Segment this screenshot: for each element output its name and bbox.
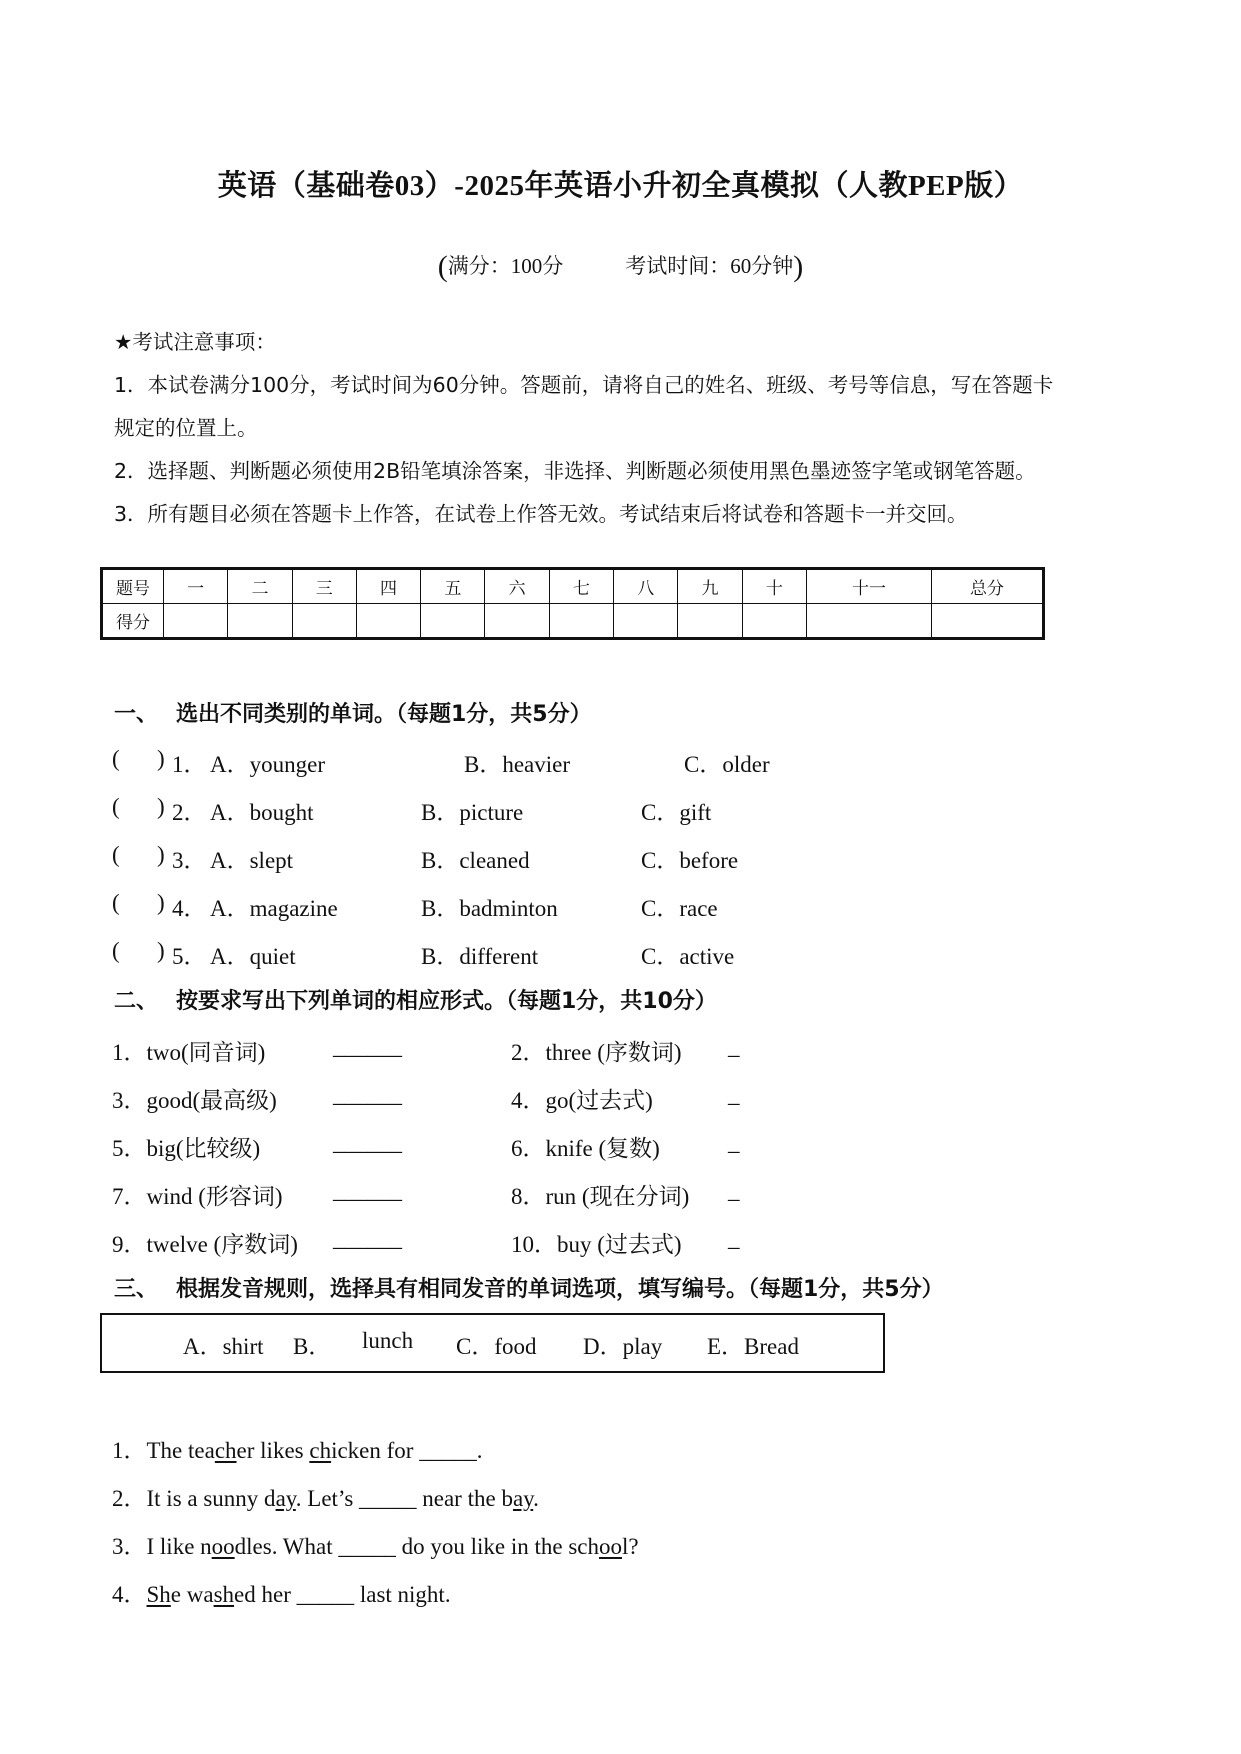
section-2-heading [114, 984, 717, 1015]
sentence-1 [112, 1432, 482, 1465]
score-cell[interactable] [292, 604, 356, 639]
underlined-letters: ay [275, 1486, 296, 1511]
score-header-cell: 七 [549, 569, 613, 604]
score-cell[interactable] [678, 604, 742, 639]
answer-paren-close: ) [157, 842, 165, 867]
sentence-4 [112, 1576, 451, 1609]
option-a: A．younger [210, 752, 325, 777]
notice-item-1-cont: 规定的位置上。 [114, 416, 258, 440]
score-cell[interactable] [421, 604, 485, 639]
sound-option: C．food [456, 1334, 537, 1359]
sound-option: D．play [583, 1334, 663, 1359]
sentence-number: 4． [112, 1582, 147, 1607]
exam-time: 考试时间：60分钟 [625, 254, 794, 278]
underlined-letters: oo [211, 1534, 235, 1559]
section-number: 三、 [114, 1277, 159, 1302]
section-title: 按要求写出下列单词的相应形式。（每题1分，共10分） [176, 989, 717, 1014]
answer-paren-open: ( [112, 890, 120, 915]
section-number: 一、 [114, 702, 159, 727]
score-header-cell: 三 [292, 569, 356, 604]
word-form-prompt: 8．run (现在分词) [511, 1184, 690, 1209]
word-form-prompt: 2．three (序数词) [511, 1040, 682, 1065]
score-cell[interactable] [549, 604, 613, 639]
underlined-letters: Sh [146, 1582, 171, 1607]
sentence-text: icken for _____. [331, 1438, 483, 1463]
underlined-letters: ch [214, 1438, 237, 1463]
score-cell[interactable] [356, 604, 420, 639]
page-title: 英语（基础卷03）-2025年英语小升初全真模拟（人教PEP版） [217, 170, 1024, 202]
sentence-number: 2． [112, 1486, 147, 1511]
underlined-letters: oo [598, 1534, 622, 1559]
word-form-prompt: 1．two(同音词) [112, 1040, 266, 1065]
notice-item-2: 2．选择题、判断题必须使用2B铅笔填涂答案，非选择、判断题必须使用黑色墨迹签字笔或钢笔答题。 [114, 459, 1036, 483]
section-title: 选出不同类别的单词。（每题1分，共5分） [176, 702, 592, 727]
score-header-cell: 九 [678, 569, 742, 604]
sentence-text: dles. What _____ do you like in the sch [234, 1534, 599, 1559]
score-header-cell: 题号 [102, 569, 164, 604]
option-c: C．before [641, 848, 739, 873]
score-table-score-row [102, 604, 1044, 639]
score-header-cell: 一 [164, 569, 228, 604]
word-form-prompt: 7．wind (形容词) [112, 1184, 283, 1209]
option-b: B．badminton [421, 896, 558, 921]
answer-paren-open: ( [112, 794, 120, 819]
section-title: 根据发音规则，选择具有相同发音的单词选项，填写编号。（每题1分，共5分） [176, 1277, 944, 1302]
section-number: 二、 [114, 989, 159, 1014]
question-number: 4． [172, 896, 207, 921]
score-row-label: 得分 [102, 604, 164, 639]
answer-blank[interactable]: ______ [333, 1130, 402, 1155]
sentence-text: . [533, 1486, 539, 1511]
sound-option: E．Bread [707, 1334, 799, 1359]
answer-paren-close: ) [157, 890, 165, 915]
info-open-paren: ( [437, 250, 448, 283]
question-number: 2． [172, 800, 207, 825]
sentence-text: er likes [236, 1438, 310, 1463]
option-c: C．older [684, 752, 770, 777]
score-cell[interactable] [806, 604, 931, 639]
sentence-number: 1． [112, 1438, 147, 1463]
score-cell[interactable] [742, 604, 806, 639]
answer-blank[interactable]: _ [728, 1178, 740, 1203]
answer-blank[interactable]: ______ [333, 1226, 402, 1251]
answer-blank[interactable]: ______ [333, 1178, 402, 1203]
answer-blank[interactable]: _ [728, 1130, 740, 1155]
word-form-prompt: 10．buy (过去式) [511, 1232, 682, 1257]
sentence-text: l? [621, 1534, 639, 1559]
option-a: A．magazine [210, 896, 338, 921]
score-header-cell: 十 [742, 569, 806, 604]
score-cell[interactable] [932, 604, 1044, 639]
sound-options-box [100, 1313, 885, 1373]
word-form-prompt: 3．good(最高级) [112, 1088, 277, 1113]
sentence-text: The tea [146, 1438, 215, 1463]
section-1-heading [114, 697, 592, 728]
underlined-letters: sh [213, 1582, 235, 1607]
underlined-letters: ch [309, 1438, 332, 1463]
answer-paren-close: ) [157, 746, 165, 771]
answer-paren-close: ) [157, 938, 165, 963]
score-header-cell: 六 [485, 569, 549, 604]
word-form-prompt: 5．big(比较级) [112, 1136, 261, 1161]
sentence-number: 3． [112, 1534, 147, 1559]
sentence-3 [112, 1528, 639, 1561]
question-number: 3． [172, 848, 207, 873]
sentence-text: . Let’s _____ near the b [295, 1486, 513, 1511]
notice-heading: ★考试注意事项： [114, 330, 276, 354]
notice-block [114, 321, 1144, 536]
question-number: 1． [172, 752, 207, 777]
answer-paren-open: ( [112, 938, 120, 963]
answer-blank[interactable]: _ [728, 1034, 740, 1059]
notice-item-1: 1．本试卷满分100分，考试时间为60分钟。答题前，请将自己的姓名、班级、考号等信息，写在答题卡 [114, 373, 1054, 397]
score-cell[interactable] [485, 604, 549, 639]
word-form-prompt: 9．twelve (序数词) [112, 1232, 298, 1257]
score-header-cell: 二 [228, 569, 292, 604]
notice-item-3: 3．所有题目必须在答题卡上作答，在试卷上作答无效。考试结束后将试卷和答题卡一并交回。 [114, 502, 968, 526]
option-b: B．picture [421, 800, 524, 825]
info-close-paren: ) [793, 250, 804, 283]
option-b: B．cleaned [421, 848, 530, 873]
score-table [100, 567, 1045, 640]
sentence-text: e wa [170, 1582, 214, 1607]
option-b: B．heavier [464, 752, 571, 777]
answer-blank[interactable]: _ [728, 1082, 740, 1107]
answer-blank[interactable]: _ [728, 1226, 740, 1251]
score-cell[interactable] [614, 604, 678, 639]
sound-option: lunch [362, 1328, 414, 1353]
score-table-header-row [102, 569, 1044, 604]
word-form-prompt: 4．go(过去式) [511, 1088, 653, 1113]
score-cell[interactable] [228, 604, 292, 639]
score-header-cell: 四 [356, 569, 420, 604]
score-header-cell: 总分 [932, 569, 1044, 604]
word-form-prompt: 6．knife (复数) [511, 1136, 660, 1161]
option-c: C．gift [641, 800, 712, 825]
answer-blank[interactable]: ______ [333, 1034, 402, 1059]
score-header-cell: 八 [614, 569, 678, 604]
full-score: 满分：100分 [447, 254, 564, 278]
answer-paren-close: ) [157, 794, 165, 819]
score-header-cell: 十一 [806, 569, 931, 604]
question-number: 5． [172, 944, 207, 969]
option-a: A．quiet [210, 944, 296, 969]
answer-blank[interactable]: ______ [333, 1082, 402, 1107]
option-b: B．different [421, 944, 539, 969]
option-c: C．race [641, 896, 718, 921]
option-a: A．slept [210, 848, 294, 873]
exam-info [0, 250, 1241, 284]
section-3-heading [114, 1272, 944, 1303]
option-a: A．bought [210, 800, 314, 825]
sound-option: A．shirt [183, 1334, 264, 1359]
sound-option: B． [293, 1334, 332, 1359]
sentence-text: I like n [146, 1534, 212, 1559]
sentence-text: ed her _____ last night. [234, 1582, 451, 1607]
sentence-text: It is a sunny d [146, 1486, 276, 1511]
answer-paren-open: ( [112, 842, 120, 867]
underlined-letters: ay [512, 1486, 534, 1511]
option-c: C．active [641, 944, 735, 969]
score-header-cell: 五 [421, 569, 485, 604]
score-cell[interactable] [164, 604, 228, 639]
sentence-2 [112, 1480, 539, 1513]
answer-paren-open: ( [112, 746, 120, 771]
